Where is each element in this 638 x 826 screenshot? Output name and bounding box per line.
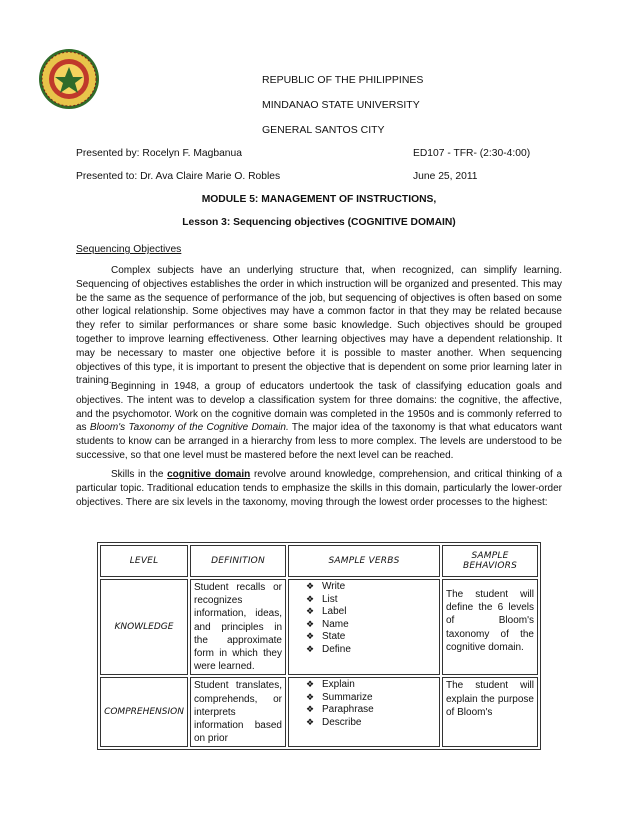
taxonomy-table xyxy=(97,542,541,750)
paragraph-cognitive-text-a: Skills in the xyxy=(111,469,168,480)
presentation-date: June 25, 2011 xyxy=(413,171,478,182)
section-heading: Sequencing Objectives xyxy=(76,244,182,255)
verbs-cell xyxy=(288,677,440,747)
header-behaviors: SAMPLE BEHAVIORS xyxy=(442,545,538,577)
header-republic: REPUBLIC OF THE PHILIPPINES xyxy=(262,74,424,86)
verb-item: ❖ List xyxy=(306,594,436,607)
verb-item: ❖ Explain xyxy=(306,679,436,692)
header-level: LEVEL xyxy=(100,545,188,577)
paragraph-history-text-b: The major idea of the taxonomy is that what educators want students to know can be arranged in a hierarchy from less to more complex. The levels are understood to be successive, so that one level must be mastered before the next level can be reached. xyxy=(76,422,562,461)
behavior-cell: The student will define the 6 levels of Bloom's taxonomy of the cognitive domain. xyxy=(442,579,538,675)
cognitive-domain-term: cognitive domain xyxy=(167,469,251,480)
verb-item: ❖ Describe xyxy=(306,717,436,730)
header-verbs: SAMPLE VERBS xyxy=(288,545,440,577)
behavior-cell: The student will explain the purpose of Bloom's xyxy=(442,677,538,747)
verb-item: ❖ Write xyxy=(306,581,436,594)
verbs-list xyxy=(292,581,436,656)
course-code: ED107 - TFR- (2:30-4:00) xyxy=(413,148,531,159)
definition-cell: Student translates, comprehends, or interprets information based on prior xyxy=(190,677,286,747)
header-university: MINDANAO STATE UNIVERSITY xyxy=(262,99,420,111)
university-seal-icon xyxy=(38,48,100,110)
paragraph-history-emphasis: Bloom's Taxonomy of the Cognitive Domain. xyxy=(89,422,289,434)
verb-item: ❖ Paraphrase xyxy=(306,704,436,717)
table-row xyxy=(100,677,538,747)
table-row xyxy=(100,579,538,675)
verb-item: ❖ Define xyxy=(306,644,436,657)
verb-item: ❖ Name xyxy=(306,619,436,632)
presented-to: Presented to: Dr. Ava Claire Marie O. Robles xyxy=(76,171,281,182)
paragraph-sequencing: Complex subjects have an underlying structure that, when recognized, can simplify learning. Sequencing of objectives establishes the order in which instruction will be organized and presented. This may be the same as the sequence of performance of the job, but sequencing of objectives is often based on some other logical relationship. Some objectives may have a common factor in that they may be related because they refer to similar performances or share some basic knowledge. Such objectives should be grouped together to improve learning effectiveness. Other learning objectives may have a dependent relationship. It may be necessary to master one objective before it is possible to master another. When sequencing objectives of this type, it is important to present the objective that is dependent on some prior learning later in training. xyxy=(76,265,562,387)
header-city: GENERAL SANTOS CITY xyxy=(262,124,385,136)
module-title: MODULE 5: MANAGEMENT OF INSTRUCTIONS, xyxy=(201,194,437,205)
lesson-title: Lesson 3: Sequencing objectives (COGNITIVE DOMAIN) xyxy=(182,217,456,228)
level-cell: KNOWLEDGE xyxy=(100,579,188,675)
verb-item: ❖ State xyxy=(306,631,436,644)
verbs-list xyxy=(292,679,436,729)
definition-cell: Student recalls or recognizes information, ideas, and principles in the approximate form in which they were learned. xyxy=(190,579,286,675)
verb-item: ❖ Label xyxy=(306,606,436,619)
level-cell: COMPREHENSION xyxy=(100,677,188,747)
paragraph-history xyxy=(76,380,562,463)
paragraph-cognitive xyxy=(76,468,562,509)
table-header-row xyxy=(100,545,538,577)
verbs-cell xyxy=(288,579,440,675)
header-definition: DEFINITION xyxy=(190,545,286,577)
verb-item: ❖ Summarize xyxy=(306,692,436,705)
paragraph-cognitive-text-b: revolve around knowledge, comprehension, and critical thinking of a particular topic. Traditional education tends to emphasize the skills in this domain, particularly the lower-order objectives. There are six levels in the taxonomy, moving through the lowest order processes to the highest: xyxy=(76,469,563,508)
paragraph-history-text-a: Beginning in 1948, a group of educators undertook the task of classifying education goals and objectives. The intent was to develop a classification system for three domains: the cognitive, the affective, and the psychomotor. Work on the cognitive domain was completed in the 1950s and is commonly referred to as xyxy=(76,381,562,434)
presented-by: Presented by: Rocelyn F. Magbanua xyxy=(76,148,242,159)
